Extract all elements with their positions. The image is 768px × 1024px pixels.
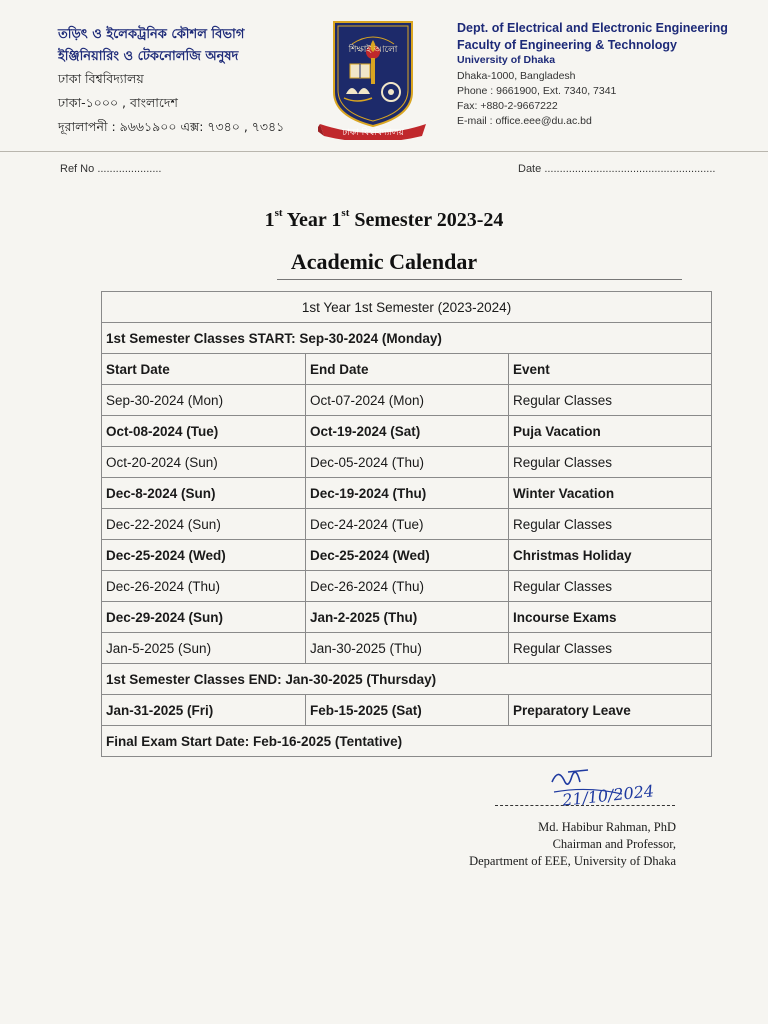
event-cell: Incourse Exams — [509, 602, 712, 633]
dept-name: Dept. of Electrical and Electronic Engineering — [457, 21, 728, 35]
date-field — [518, 163, 715, 175]
table-header-row — [102, 354, 712, 385]
event-cell: Regular Classes — [509, 509, 712, 540]
start-date-cell: Jan-5-2025 (Sun) — [102, 633, 306, 664]
end-date-cell: Dec-26-2024 (Thu) — [306, 571, 509, 602]
classes-start-note: 1st Semester Classes START: Sep-30-2024 (Monday) — [102, 323, 712, 354]
table-row — [102, 509, 712, 540]
signature-line — [495, 805, 675, 806]
ref-no — [60, 163, 162, 175]
table-row — [102, 602, 712, 633]
event-cell: Regular Classes — [509, 447, 712, 478]
event-cell: Winter Vacation — [509, 478, 712, 509]
signatory-name: Md. Habibur Rahman, PhD — [538, 820, 676, 834]
start-date-cell: Dec-22-2024 (Sun) — [102, 509, 306, 540]
fax: Fax: +880-2-9667222 — [457, 100, 558, 112]
end-date-cell: Dec-05-2024 (Thu) — [306, 447, 509, 478]
signatory-title: Chairman and Professor, — [552, 837, 676, 851]
title-sup-2: st — [341, 207, 350, 219]
table-caption: 1st Year 1st Semester (2023-2024) — [102, 292, 712, 323]
bangla-dept-name: তড়িৎ ও ইলেকট্রনিক কৌশল বিভাগ — [58, 27, 245, 42]
event-cell: Regular Classes — [509, 385, 712, 416]
title-word-year: Year — [282, 209, 332, 231]
address: Dhaka-1000, Bangladesh — [457, 70, 576, 82]
final-exam-note: Final Exam Start Date: Feb-16-2025 (Tentative) — [102, 726, 712, 757]
start-date-cell: Dec-8-2024 (Sun) — [102, 478, 306, 509]
title-sup-1: st — [274, 207, 283, 219]
leave-start-cell: Jan-31-2025 (Fri) — [102, 695, 306, 726]
subtitle-underline — [277, 279, 682, 280]
table-final-row — [102, 726, 712, 757]
start-date-cell: Dec-26-2024 (Thu) — [102, 571, 306, 602]
title-ordinal-1: 1 — [264, 209, 275, 231]
end-date-cell: Dec-25-2024 (Wed) — [306, 540, 509, 571]
end-date-cell: Oct-07-2024 (Mon) — [306, 385, 509, 416]
table-row — [102, 633, 712, 664]
signature-date: 21/10/2024 — [561, 781, 655, 810]
title-ordinal-2: 1 — [331, 209, 342, 231]
university-crest-icon — [318, 18, 428, 140]
document-subtitle: Academic Calendar — [290, 249, 478, 274]
logo-ribbon-text: ঢাকা বিশ্ববিদ্যালয় — [342, 128, 404, 138]
university-name: University of Dhaka — [457, 54, 556, 66]
ref-label: Ref No — [60, 163, 95, 175]
start-date-cell: Oct-08-2024 (Tue) — [102, 416, 306, 447]
table-leave-row — [102, 695, 712, 726]
bangla-address: ঢাকা-১০০০ , বাংলাদেশ — [58, 95, 178, 110]
table-row — [102, 385, 712, 416]
table-row — [102, 416, 712, 447]
event-cell: Christmas Holiday — [509, 540, 712, 571]
end-date-cell: Dec-19-2024 (Thu) — [306, 478, 509, 509]
end-date-cell: Dec-24-2024 (Tue) — [306, 509, 509, 540]
event-cell: Regular Classes — [509, 571, 712, 602]
phone: Phone : 9661900, Ext. 7340, 7341 — [457, 85, 617, 97]
table-row — [102, 447, 712, 478]
signatory-dept: Department of EEE, University of Dhaka — [469, 854, 676, 868]
start-date-cell: Oct-20-2024 (Sun) — [102, 447, 306, 478]
event-cell: Puja Vacation — [509, 416, 712, 447]
start-date-cell: Dec-29-2024 (Sun) — [102, 602, 306, 633]
academic-calendar-table — [101, 291, 712, 757]
table-caption-row — [102, 292, 712, 323]
bangla-university-name: ঢাকা বিশ্ববিদ্যালয় — [58, 71, 144, 86]
faculty-name: Faculty of Engineering & Technology — [457, 38, 677, 52]
document-title — [0, 209, 768, 232]
ref-dots: ..................... — [97, 163, 162, 175]
email: E-mail : office.eee@du.ac.bd — [457, 115, 592, 127]
table-row — [102, 540, 712, 571]
date-label: Date — [518, 163, 542, 175]
header-event: Event — [509, 354, 712, 385]
start-date-cell: Sep-30-2024 (Mon) — [102, 385, 306, 416]
end-date-cell: Jan-30-2025 (Thu) — [306, 633, 509, 664]
table-row — [102, 571, 712, 602]
title-rest: Semester 2023-24 — [349, 209, 504, 231]
table-row — [102, 478, 712, 509]
university-logo — [318, 18, 428, 140]
event-cell: Regular Classes — [509, 633, 712, 664]
handwritten-signature — [548, 764, 678, 814]
end-date-cell: Jan-2-2025 (Thu) — [306, 602, 509, 633]
header-start-date: Start Date — [102, 354, 306, 385]
start-date-cell: Dec-25-2024 (Wed) — [102, 540, 306, 571]
logo-motto: শিক্ষাই আলো — [348, 45, 398, 55]
end-date-cell: Oct-19-2024 (Sat) — [306, 416, 509, 447]
classes-end-note: 1st Semester Classes END: Jan-30-2025 (Thursday) — [102, 664, 712, 695]
header-end-date: End Date — [306, 354, 509, 385]
bangla-phone: দূরালাপনী : ৯৬৬১৯০০ এক্স: ৭৩৪০ , ৭৩৪১ — [58, 119, 285, 134]
table-end-row — [102, 664, 712, 695]
leave-end-cell: Feb-15-2025 (Sat) — [306, 695, 509, 726]
date-dots: ........................................................ — [544, 163, 716, 175]
bangla-faculty-name: ইঞ্জিনিয়ারিং ও টেকনোলজি অনুষদ — [58, 49, 239, 64]
header-divider — [0, 151, 768, 152]
table-start-row — [102, 323, 712, 354]
leave-event-cell: Preparatory Leave — [509, 695, 712, 726]
